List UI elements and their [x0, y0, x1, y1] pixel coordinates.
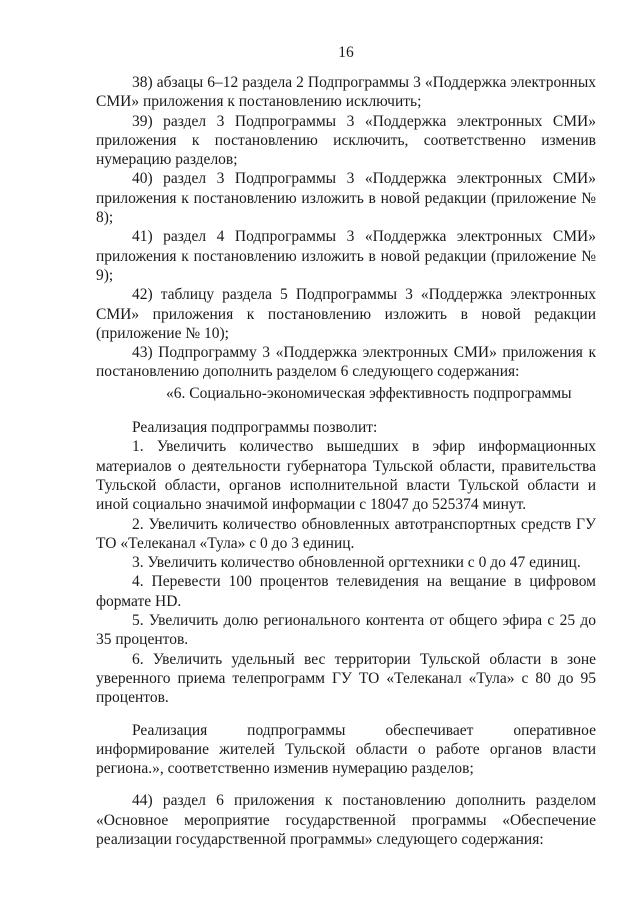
- paragraph-44: 44) раздел 6 приложения к постановлению дополнить разделом «Основное мероприятие государственной программы «Обеспечение реализации государственной программы» следующего содержания:: [96, 792, 596, 848]
- paragraph-intro: Реализация подпрограммы позволит:: [132, 419, 378, 437]
- page-number: 16: [338, 44, 354, 61]
- section-heading: «6. Социально-экономическая эффективность подпрограммы: [166, 384, 572, 402]
- paragraph-conclusion: Реализация подпрограммы обеспечивает оперативное информирование жителей Тульской области о работе органов власти региона.», соответственно изменив нумерацию разделов;: [96, 721, 596, 778]
- list-item-1: 1. Увеличить количество вышедших в эфир информационных материалов о деятельности губернатора Тульской области, правительства Тульской области, органов исполнительной власти Тульской области и иной социально значимой информации с 18047 до 525374 минут.: [96, 438, 596, 514]
- document-body: [96, 73, 596, 849]
- paragraph-41: 41) раздел 4 Подпрограммы 3 «Поддержка электронных СМИ» приложения к постановлению изложить в новой редакции (приложение № 9);: [96, 228, 596, 284]
- list-item-5: 5. Увеличить долю регионального контента от общего эфира с 25 до 35 процентов.: [96, 612, 596, 649]
- paragraph-42: 42) таблицу раздела 5 Подпрограммы 3 «Поддержка электронных СМИ» приложения к постановлению изложить в новой редакции (приложение № 10);: [96, 286, 596, 342]
- list-item-6: 6. Увеличить удельный вес территории Тульской области в зоне уверенного приема телепрограмм ГУ ТО «Телеканал «Тула» с 80 до 95 процентов.: [96, 650, 596, 707]
- paragraph-39: 39) раздел 3 Подпрограммы 3 «Поддержка электронных СМИ» приложения к постановлению исключить, соответственно изменив нумерацию разделов;: [96, 112, 596, 169]
- paragraph-40: 40) раздел 3 Подпрограммы 3 «Поддержка электронных СМИ» приложения к постановлению изложить в новой редакции (приложение № 8);: [96, 170, 596, 227]
- list-item-3: 3. Увеличить количество обновленной оргтехники с 0 до 47 единиц.: [132, 554, 581, 572]
- list-item-4: 4. Перевести 100 процентов телевидения на вещание в цифровом формате HD.: [96, 573, 596, 610]
- list-item-2: 2. Увеличить количество обновленных автотранспортных средств ГУ ТО «Телеканал «Тула» с 0 до 3 единиц.: [96, 515, 596, 552]
- document-page: [96, 0, 596, 905]
- paragraph-43: 43) Подпрограмму 3 «Поддержка электронных СМИ» приложения к постановлению дополнить разделом 6 следующего содержания:: [96, 344, 596, 381]
- paragraph-38: 38) абзацы 6–12 раздела 2 Подпрограммы 3 «Поддержка электронных СМИ» приложения к постановлению исключить;: [96, 74, 596, 111]
